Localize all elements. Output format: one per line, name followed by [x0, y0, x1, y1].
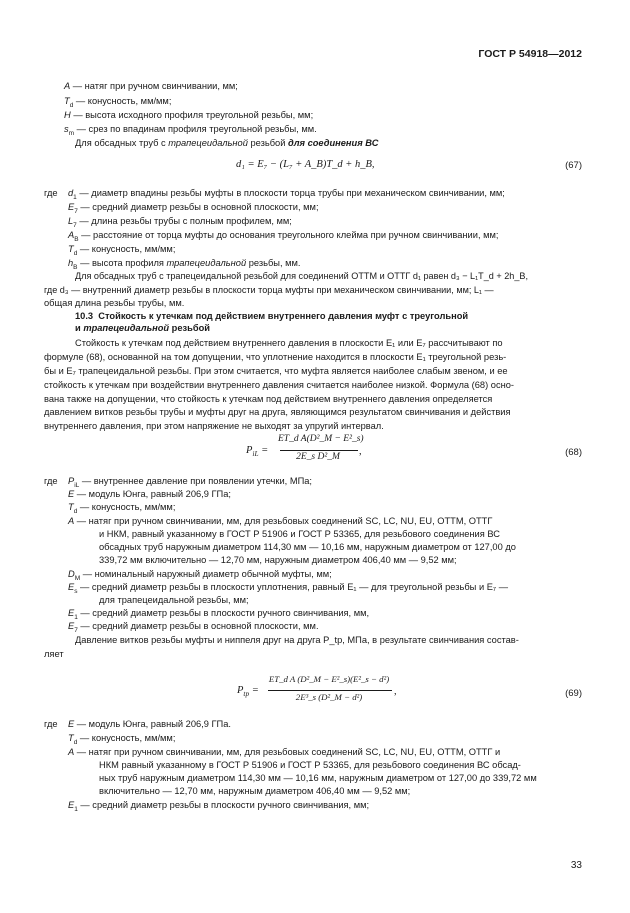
section-heading: 10.3 Стойкость к утечкам под действием внутреннего давления муфт с треугольной — [75, 311, 469, 321]
def-item: A — натяг при ручном свинчивании, мм, для резьбовых соединений SC, LC, NU, EU, ОТТМ, ОТТГ и — [68, 747, 501, 757]
eq68-comma: , — [359, 446, 362, 457]
def-item: $E_7$ — средний диаметр резьбы в основной плоскости, мм. — [68, 621, 319, 634]
eq68-fraction-bar — [280, 450, 358, 451]
def-item: $T_d$ — конусность, мм/мм; — [68, 244, 176, 257]
def-item: E — модуль Юнга, равный 206,9 ГПа; — [68, 489, 231, 499]
paragraph-line: вана также на допущении, что стойкость к утечкам под действием внутреннего давления определяется — [44, 394, 493, 404]
paragraph-line: стойкость к утечкам при воздействии внутреннего давления считается наиболее низкой. Формула (68) осно- — [44, 380, 514, 390]
where-label: где — [44, 719, 58, 729]
eq69-comma: , — [394, 686, 397, 697]
def-item: $s_m$ — срез по впадинам профиля треугольной резьбы, мм. — [64, 124, 317, 137]
def-item-cont: ных труб наружным диаметром 114,30 мм — 10,16 мм, наружным диаметром от 127,00 до 339,72 мм — [99, 773, 537, 783]
paragraph-ottm-line: Для обсадных труб с трапецеидальной резьбой для соединений ОТТМ и ОТТГ d₁ равен d₃ − L₁T_d + 2h_B, — [75, 271, 528, 281]
def-item: E — модуль Юнга, равный 206,9 ГПа. — [68, 719, 231, 729]
paragraph-casing: Для обсадных труб с трапецеидальной резьбой для соединения ВС — [75, 138, 379, 148]
paragraph-line: давлением витков резьбы трубы и муфты друг на друга, являющимся результатом свинчивания и действия — [44, 407, 511, 417]
document-code: ГОСТ Р 54918—2012 — [478, 48, 582, 60]
def-item: A — натяг при ручном свинчивании, мм, для резьбовых соединений SC, LC, NU, EU, ОТТМ, ОТТГ — [68, 516, 493, 526]
def-item: $E_s$ — средний диаметр резьбы в плоскости уплотнения, равный E₁ — для треугольной резьбы и E₇ — — [68, 582, 508, 595]
eq69-lhs: $P_{tp}$ = — [237, 685, 259, 699]
def-item-cont: обсадных труб наружным диаметром 114,30 мм — 10,16 мм, наружным диаметром от 127,00 до — [99, 542, 516, 552]
def-item: $P_{iL}$ — внутреннее давление при появлении утечки, МПа; — [68, 476, 313, 489]
def-item-cont: включительно — 12,70 мм, наружным диаметром 406,40 мм — 9,52 мм; — [99, 786, 411, 796]
eq68-denominator: 2E_s D²_M — [296, 452, 340, 462]
def-item: $E_7$ — средний диаметр резьбы в основной плоскости, мм; — [68, 202, 319, 215]
paragraph-line: бы и E₇ трапецеидальной резьбы. При этом считается, что муфта является наиболее слабым звеном, и ее — [44, 366, 508, 376]
def-item: $A_B$ — расстояние от торца муфты до основания треугольного клейма при ручном свинчивании, мм; — [68, 230, 499, 243]
paragraph-ottm-line: где d₃ — внутренний диаметр резьбы в плоскости торца муфты при механическом свинчивании, мм; L₁ — — [44, 285, 494, 295]
def-item: H — высота исходного профиля треугольной резьбы, мм; — [64, 110, 314, 120]
paragraph-line: внутреннего давления, при этом напряжение не выходят за упругий интервал. — [44, 421, 384, 431]
where-label: где — [44, 476, 58, 486]
eq69-fraction-bar — [268, 690, 392, 691]
def-item: $T_d$ — конусность, мм/мм; — [64, 96, 172, 109]
def-item: $E_1$ — средний диаметр резьбы в плоскости ручного свинчивания, мм; — [68, 800, 370, 813]
paragraph-line: Стойкость к утечкам под действием внутреннего давления в плоскости E₁ или E₇ рассчитывают по — [75, 338, 503, 348]
equation-number-69: (69) — [565, 688, 582, 699]
def-item: $d_1$ — диаметр впадины резьбы муфты в плоскости торца трубы при механическом свинчивании, мм; — [68, 188, 505, 201]
equation-number-67: (67) — [565, 160, 582, 171]
def-item-cont: НКМ равный указанному в ГОСТ Р 51906 и ГОСТ Р 53365, для резьбового соединения ВС обсад- — [99, 760, 521, 770]
section-heading-cont: и трапецеидальной резьбой — [75, 323, 210, 333]
paragraph-ottm-line: общая длина резьбы трубы, мм. — [44, 298, 185, 308]
def-item: A — натяг при ручном свинчивании, мм; — [64, 81, 238, 91]
def-item: $D_M$ — номинальный наружный диаметр обычной муфты, мм; — [68, 569, 332, 582]
paragraph-thread: ляет — [44, 649, 64, 659]
where-label: где — [44, 188, 58, 198]
def-item: $T_d$ — конусность, мм/мм; — [68, 502, 176, 515]
paragraph-thread: Давление витков резьбы муфты и ниппеля друг на друга P_tp, МПа, в результате свинчивания состав- — [75, 635, 519, 645]
eq68-numerator: ET_d A(D²_M − E²_s) — [278, 434, 364, 444]
def-item: $h_B$ — высота профиля трапецеидальной резьбы, мм. — [68, 258, 301, 271]
eq69-numerator: ET_d A (D²_M − E²_s)(E²_s − d²) — [268, 674, 390, 684]
paragraph-line: формуле (68), основанной на том допущении, что уплотнение находится в плоскости E₁ треугольной резь- — [44, 352, 507, 362]
def-item: $T_d$ — конусность, мм/мм; — [68, 733, 176, 746]
equation-number-68: (68) — [565, 447, 582, 458]
equation-67: d₁ = E₇ − (L₇ + A_B)T_d + h_B, — [236, 159, 375, 170]
def-item-cont: для трапецеидальной резьбы, мм; — [99, 595, 249, 605]
eq69-denominator: 2E³_s (D²_M − d²) — [295, 692, 363, 702]
page-number: 33 — [570, 860, 582, 871]
def-item-cont: 339,72 мм включительно — 12,70 мм, наружным диаметром 406,40 мм — 9,52 мм; — [99, 555, 457, 565]
eq68-lhs: $P_{iL}$ = — [246, 445, 269, 459]
def-item: $E_1$ — средний диаметр резьбы в плоскости ручного свинчивания, мм, — [68, 608, 370, 621]
def-item-cont: и НКМ, равный указанному в ГОСТ Р 51906 и ГОСТ Р 53365, для резьбового соединения ВС — [99, 529, 500, 539]
def-item: $L_7$ — длина резьбы трубы с полным профилем, мм; — [68, 216, 292, 229]
